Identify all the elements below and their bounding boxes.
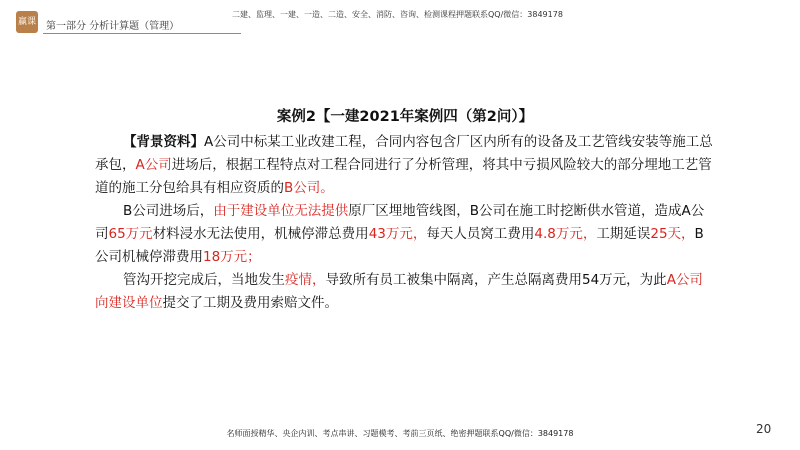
text-segment: 提交了工期及费用索赔文件。 <box>162 295 338 311</box>
paragraph-incident <box>95 200 715 269</box>
text-segment: 材料浸水无法使用，机械停滞总费用 <box>152 226 369 242</box>
text-segment: 工期延误 <box>596 226 651 242</box>
section-title: 第一部分 分析计算题（管理） <box>46 21 180 32</box>
highlight-text: 43万元， <box>368 226 427 242</box>
text-segment: 导致所有员工被集中隔离，产生总隔离费用54万元，为此 <box>325 272 667 288</box>
paragraph-epidemic <box>95 269 715 315</box>
logo-text: 赢课 <box>17 16 36 27</box>
highlight-text: 由于建设单位无法提供 <box>213 203 349 219</box>
case-title: 案例2【一建2021年案例四（第2问）】 <box>276 109 534 125</box>
highlight-text: A公司 <box>135 157 172 173</box>
highlight-text: 25天， <box>650 226 695 242</box>
highlight-text: B公司。 <box>284 180 334 196</box>
highlight-text: 65万元 <box>108 226 153 242</box>
paragraph-background <box>95 131 715 200</box>
text-segment: B公司机械停滞费用 <box>95 226 704 265</box>
highlight-text: A公司向建设单位 <box>95 272 703 311</box>
text-segment: 每天人员窝工费用 <box>426 226 535 242</box>
text-segment: B公司进场后， <box>123 203 214 219</box>
text-segment: 管沟开挖完成后，当地发生 <box>123 272 285 288</box>
slide-content <box>95 107 715 315</box>
text-segment: 原厂区埋地管线图，B公司在施工时挖断供水管道，造成A公司 <box>95 203 705 242</box>
highlight-text: 疫情， <box>285 272 326 288</box>
highlight-text: 4.8万元， <box>534 226 597 242</box>
page-number: 20 <box>756 422 772 436</box>
slide-header <box>0 0 800 44</box>
footer-note: 名师面授精华、央企内训、考点串讲、习题模考、考前三页纸、绝密押题联系QQ/微信：3849178 <box>226 429 574 438</box>
background-label: 【背景资料】 <box>123 134 204 150</box>
highlight-text: 18万元； <box>203 249 261 265</box>
header-contact-note: 二建、监理、一建、一造、二造、安全、消防、咨询、检测课程押题联系QQ/微信：3849178 <box>232 10 563 19</box>
header-divider <box>43 33 241 34</box>
text-segment: 进场后，根据工程特点对工程合同进行了分析管理，将其中亏损风险较大的部分埋地工艺管道的施工分包给具有相应资质的 <box>95 157 712 196</box>
logo <box>16 11 38 33</box>
text-segment: A公司中标某工业改建工程，合同内容包含厂区内所有的设备及工艺管线安装等施工总承包， <box>95 134 713 173</box>
